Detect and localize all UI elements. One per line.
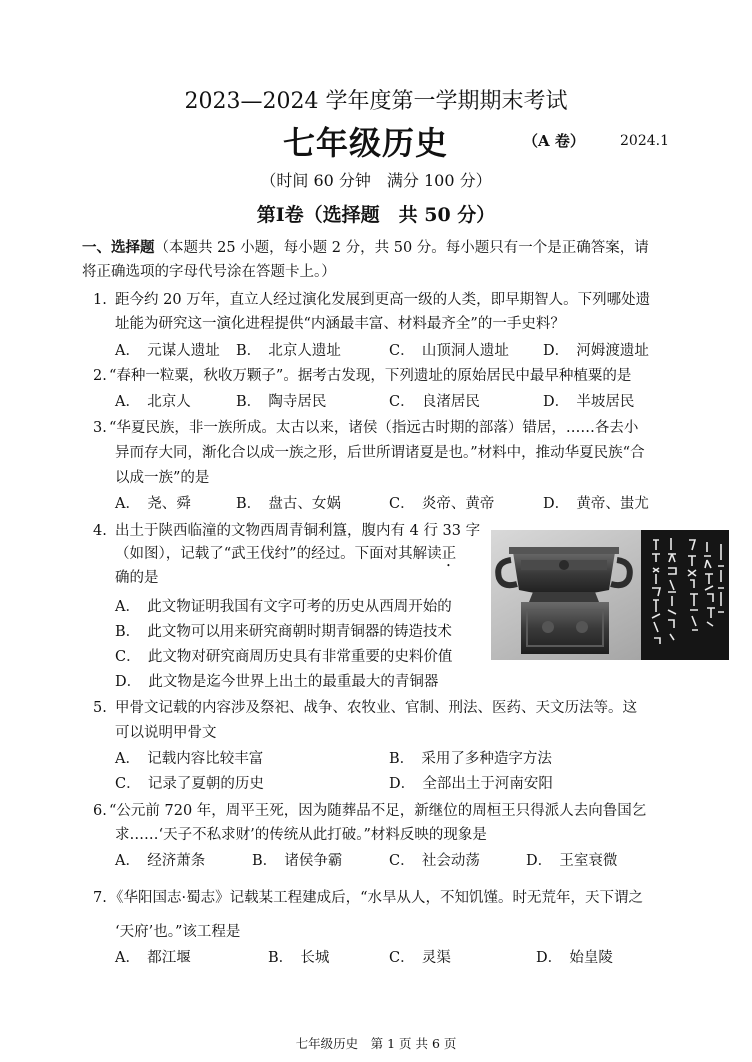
question-2-number: 2. xyxy=(93,368,107,384)
question-7-option-d[interactable]: D． 始皇陵 xyxy=(536,950,613,966)
question-2-option-a[interactable]: A． 北京人 xyxy=(115,394,191,410)
question-3-line2: 异而存大同，渐化合以成一族之形，后世所谓诸夏是也。”材料中，推动华夏民族“合 xyxy=(115,445,645,461)
question-5-option-d[interactable]: D． 全部出土于河南安阳 xyxy=(389,776,553,792)
question-7-line2: ‘天府’也。”该工程是 xyxy=(115,924,241,940)
question-1-line2: 址能为研究这一演化进程提供“内涵最丰富、材料最齐全”的一手史料？ xyxy=(115,316,565,332)
question-3-option-d[interactable]: D． 黄帝、蚩尤 xyxy=(543,496,649,512)
question-4-option-b[interactable]: B． 此文物可以用来研究商朝时期青铜器的铸造技术 xyxy=(115,624,452,640)
question-7-number: 7. xyxy=(93,890,107,906)
part-title: 第Ⅰ卷（选择题 共 50 分） xyxy=(256,204,496,226)
exam-date: 2024.1 xyxy=(620,133,669,149)
question-4-number: 4. xyxy=(93,523,107,539)
question-6-option-d[interactable]: D． 王室衰微 xyxy=(526,853,618,869)
question-6-option-c[interactable]: C． 社会动荡 xyxy=(389,853,480,869)
question-2-option-d[interactable]: D． 半坡居民 xyxy=(543,394,635,410)
question-1-line1: 距今约 20 万年，直立人经过演化发展到更高一级的人类，即早期智人。下列哪处遗 xyxy=(115,292,651,308)
question-1-option-a[interactable]: A． 元谋人遗址 xyxy=(115,343,220,359)
exam-title: 2023—2024 学年度第一学期期末考试 xyxy=(184,89,568,114)
question-4-option-c[interactable]: C． 此文物对研究商周历史具有非常重要的史料价值 xyxy=(115,649,453,665)
question-4-line2: （如图），记载了“武王伐纣”的经过。下面对其解读 xyxy=(115,546,442,562)
question-2-option-b[interactable]: B． 陶寺居民 xyxy=(236,394,327,410)
question-3-option-c[interactable]: C． 炎帝、黄帝 xyxy=(389,496,495,512)
question-6-line2: 求……‘天子不私求财’的传统从此打破。”材料反映的现象是 xyxy=(115,827,487,843)
question-6-option-a[interactable]: A． 经济萧条 xyxy=(115,853,206,869)
question-2-line1: “春种一粒粟，秋收万颗子”。据考古发现，下列遗址的原始居民中最早种植粟的是 xyxy=(109,368,632,384)
subject-title: 七年级历史 xyxy=(283,124,449,162)
question-6-number: 6. xyxy=(93,803,107,819)
question-4-option-a[interactable]: A． 此文物证明我国有文字可考的历史从西周开始的 xyxy=(115,599,452,615)
question-3-line3: 以成一族”的是 xyxy=(115,470,210,486)
question-2-option-c[interactable]: C． 良渚居民 xyxy=(389,394,480,410)
bronze-gui-photo-icon xyxy=(491,530,729,660)
section-instructions xyxy=(82,238,649,258)
question-1-option-b[interactable]: B． 北京人遗址 xyxy=(236,343,341,359)
question-1-option-c[interactable]: C． 山顶洞人遗址 xyxy=(389,343,509,359)
question-4-line1: 出土于陕西临潼的文物西周青铜利簋，腹内有 4 行 33 字 xyxy=(115,523,481,539)
question-5-number: 5. xyxy=(93,700,107,716)
time-limits: （时间 60 分钟 满分 100 分） xyxy=(260,171,492,190)
section-instructions-line2: 将正确选项的字母代号涂在答题卡上。） xyxy=(82,264,336,280)
question-1-option-d[interactable]: D． 河姆渡遗址 xyxy=(543,343,649,359)
emphasis-mark-correct: 正 xyxy=(441,546,457,562)
page-footer: 七年级历史 第 1 页 共 6 页 xyxy=(295,1036,457,1051)
question-5-option-c[interactable]: C． 记录了夏朝的历史 xyxy=(115,776,264,792)
question-3-option-a[interactable]: A． 尧、舜 xyxy=(115,496,191,512)
question-7-option-a[interactable]: A． 都江堰 xyxy=(115,950,191,966)
question-3-number: 3. xyxy=(93,420,107,436)
question-4-option-d[interactable]: D． 此文物是迄今世界上出土的最重最大的青铜器 xyxy=(115,674,439,690)
question-7-option-c[interactable]: C． 灵渠 xyxy=(389,950,451,966)
question-5-option-b[interactable]: B． 采用了多种造字方法 xyxy=(389,751,552,767)
edition-label: （A 卷） xyxy=(523,132,585,150)
question-4-line3: 确的是 xyxy=(115,570,159,586)
question-6-option-b[interactable]: B． 诸侯争霸 xyxy=(252,853,343,869)
question-5-line1: 甲骨文记载的内容涉及祭祀、战争、农牧业、官制、刑法、医药、天文历法等。这 xyxy=(115,700,637,716)
question-3-line1: “华夏民族，非一族所成。太古以来，诸侯（指远古时期的部落）错居，……各去小 xyxy=(109,420,639,436)
question-1-number: 1. xyxy=(93,292,107,308)
question-5-option-a[interactable]: A． 记载内容比较丰富 xyxy=(115,751,264,767)
question-7-option-b[interactable]: B． 长城 xyxy=(268,950,330,966)
bronze-gui-figure xyxy=(491,530,729,660)
question-7-line1: 《华阳国志·蜀志》记载某工程建成后，“水旱从人，不知饥馑。时无荒年，天下谓之 xyxy=(109,890,644,906)
section-label: 一、选择题 xyxy=(82,239,155,256)
section-instructions-line1: （本题共 25 小题，每小题 2 分，共 50 分。每小题只有一个是正确答案，请 xyxy=(154,240,649,256)
question-3-option-b[interactable]: B． 盘古、女娲 xyxy=(236,496,341,512)
question-6-line1: “公元前 720 年，周平王死，因为随葬品不足，新继位的周桓王只得派人去向鲁国乞 xyxy=(109,803,647,819)
question-4-line2-wrap xyxy=(115,544,456,570)
question-5-line2: 可以说明甲骨文 xyxy=(115,725,217,741)
